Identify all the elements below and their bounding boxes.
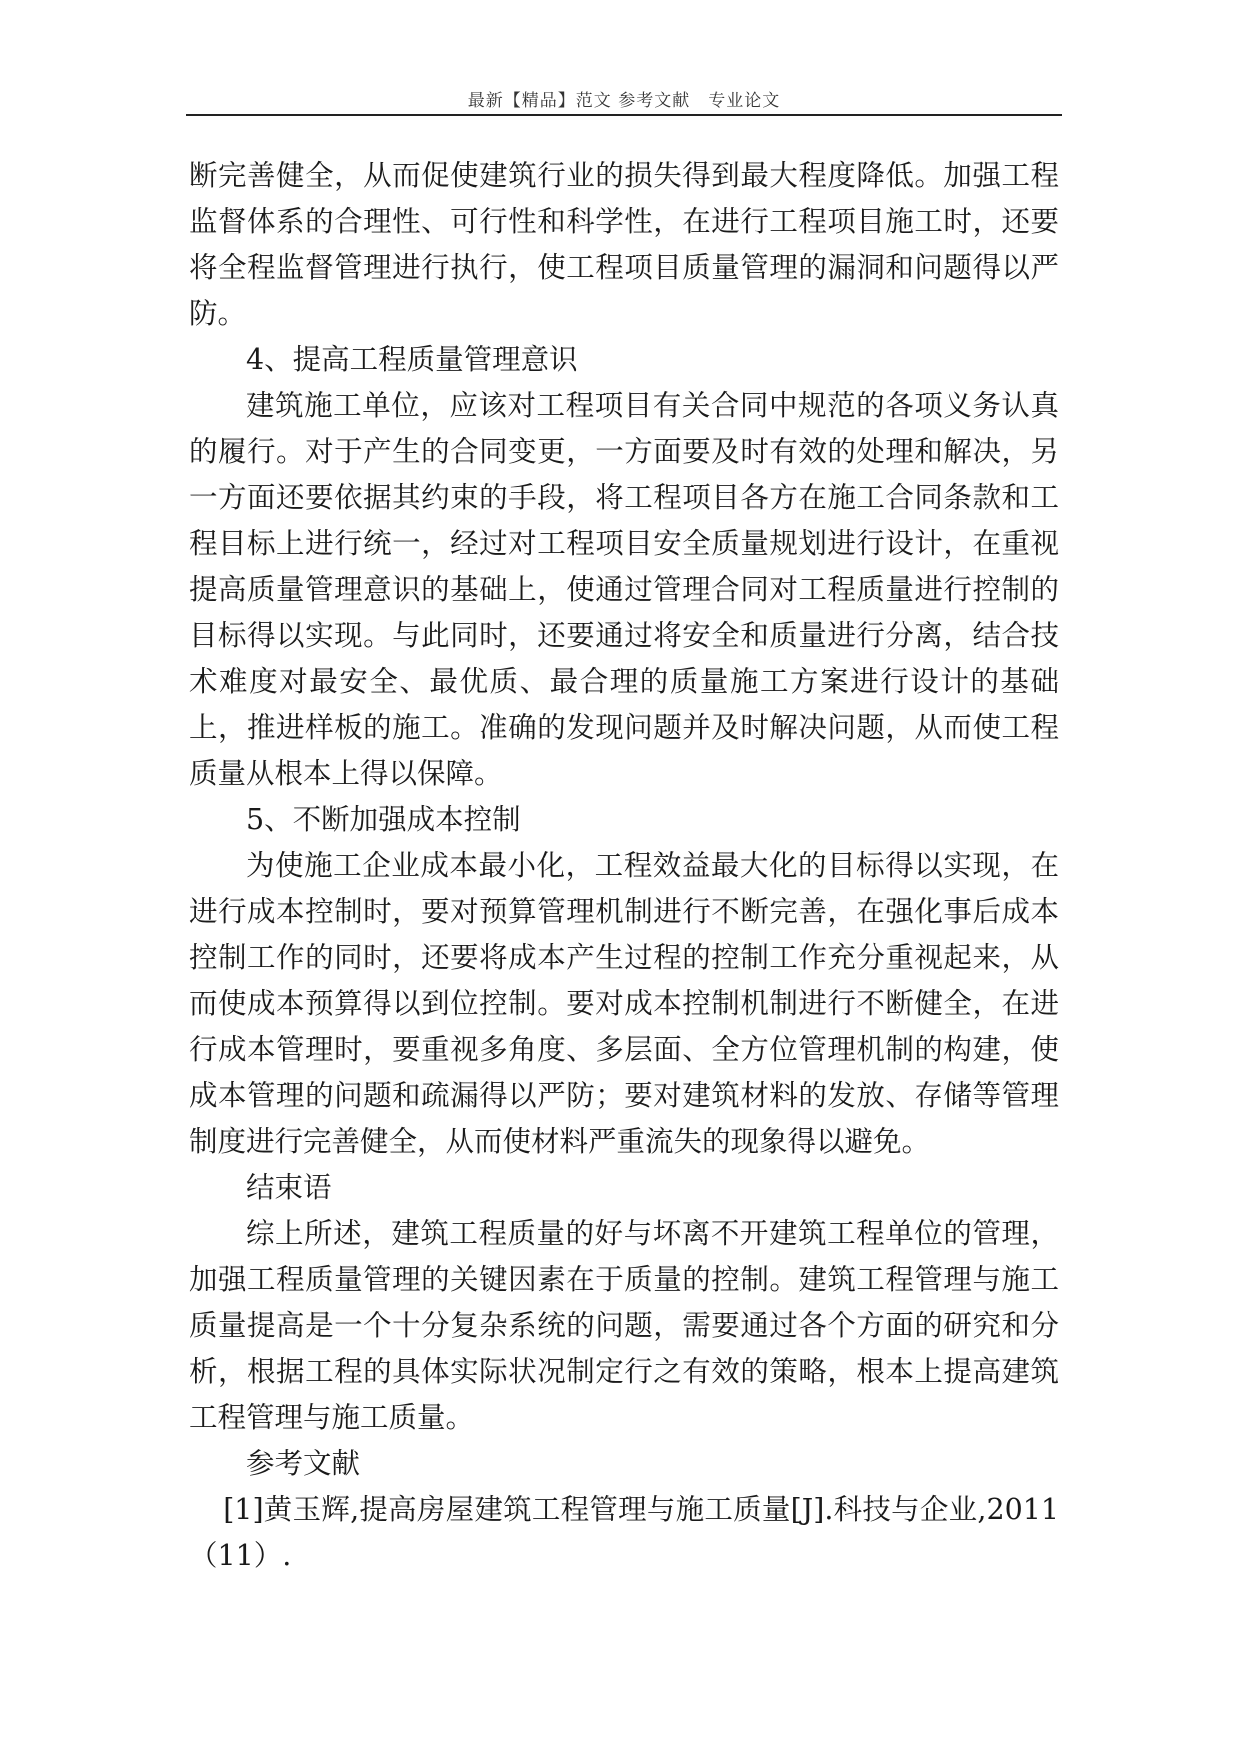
section-heading-4: 4、提高工程质量管理意识 [246, 343, 578, 376]
header-rule [186, 114, 1062, 116]
document-body [189, 153, 1059, 1579]
paragraph-cost-control: 为使施工企业成本最小化，工程效益最大化的目标得以实现，在进行成本控制时，要对预算管理机制进行不断完善，在强化事后成本控制工作的同时，还要将成本产生过程的控制工作充分重视起来，从而使成本预算得以到位控制。要对成本控制机制进行不断健全，在进行成本管理时，要重视多角度、多层面、全方位管理机制的构建，使成本管理的问题和疏漏得以严防；要对建筑材料的发放、存储等管理制度进行完善健全，从而使材料严重流失的现象得以避免。 [189, 849, 1059, 1158]
references-heading: 参考文献 [246, 1447, 361, 1480]
paragraph-continuation: 断完善健全，从而促使建筑行业的损失得到最大程度降低。加强工程监督体系的合理性、可行性和科学性，在进行工程项目施工时，还要将全程监督管理进行执行，使工程项目质量管理的漏洞和问题得以严防。 [189, 159, 1059, 330]
section-heading-5: 5、不断加强成本控制 [246, 803, 521, 836]
paragraph-quality-awareness: 建筑施工单位，应该对工程项目有关合同中规范的各项义务认真的履行。对于产生的合同变更，一方面要及时有效的处理和解决，另一方面还要依据其约束的手段，将工程项目各方在施工合同条款和工程目标上进行统一，经过对工程项目安全质量规划进行设计，在重视提高质量管理意识的基础上，使通过管理合同对工程质量进行控制的目标得以实现。与此同时，还要通过将安全和质量进行分离，结合技术难度对最安全、最优质、最合理的质量施工方案进行设计的基础上，推进样板的施工。准确的发现问题并及时解决问题，从而使工程质量从根本上得以保障。 [189, 389, 1059, 790]
reference-item: [1]黄玉辉,提高房屋建筑工程管理与施工质量[J].科技与企业,2011（11）. [189, 1493, 1059, 1572]
conclusion-heading: 结束语 [246, 1171, 332, 1204]
page-header: 最新【精品】范文 参考文献 专业论文 [467, 91, 781, 111]
paragraph-conclusion: 综上所述，建筑工程质量的好与坏离不开建筑工程单位的管理，加强工程质量管理的关键因素在于质量的控制。建筑工程管理与施工质量提高是一个十分复杂系统的问题，需要通过各个方面的研究和分析，根据工程的具体实际状况制定行之有效的策略，根本上提高建筑工程管理与施工质量。 [189, 1217, 1059, 1434]
